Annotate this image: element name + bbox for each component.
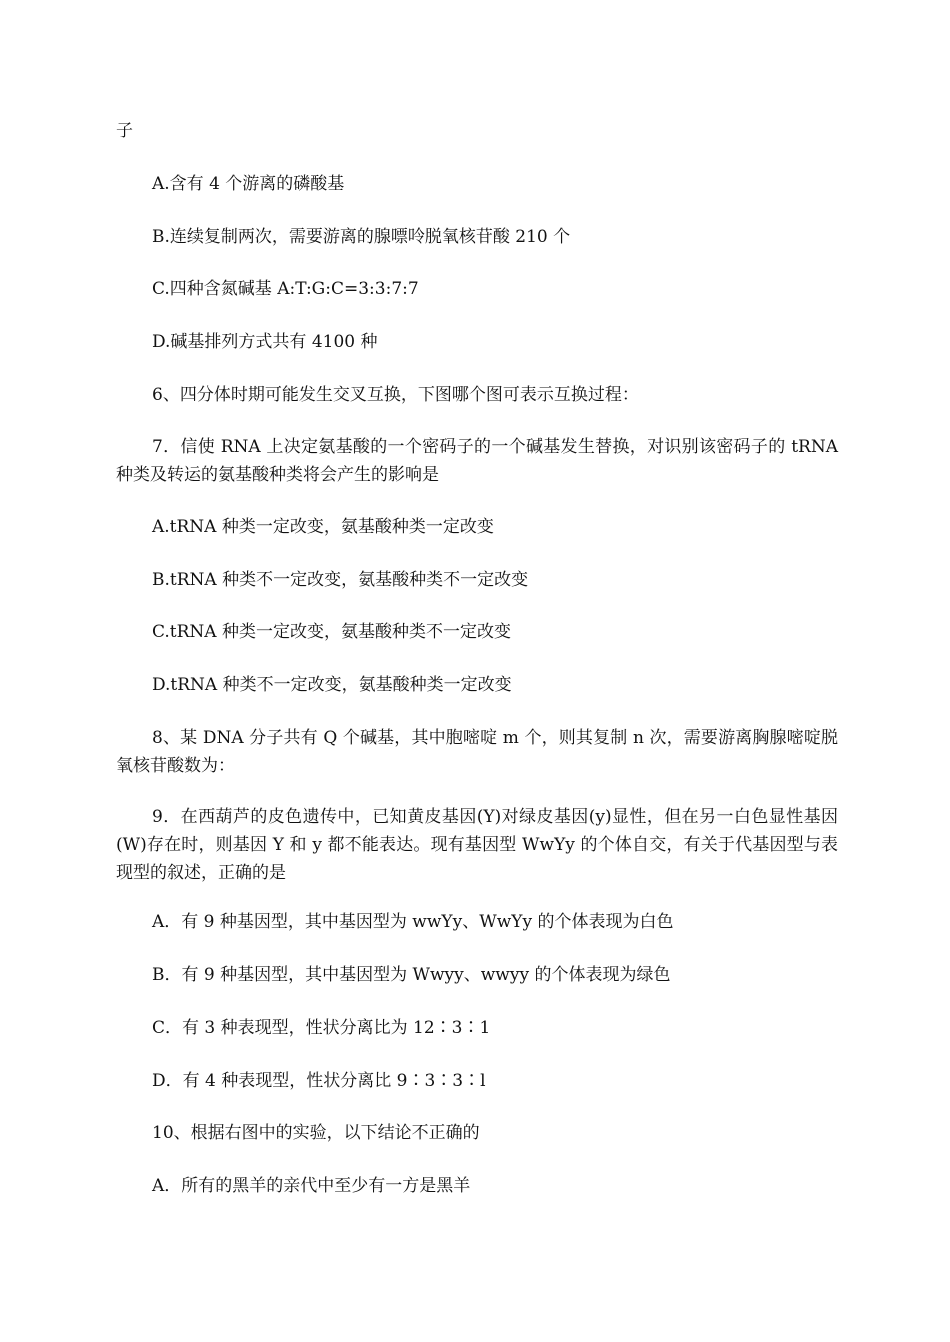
question-8: 8、某 DNA 分子共有 Q 个碱基，其中胞嘧啶 m 个，则其复制 n 次，需要游离胸腺嘧啶脱氧核苷酸数为： — [116, 728, 838, 776]
q9-option-a: A．有 9 种基因型，其中基因型为 wwYy、WwYy 的个体表现为白色 — [152, 912, 674, 932]
q5-option-d: D.碱基排列方式共有 4100 种 — [152, 332, 378, 352]
q7-option-b: B.tRNA 种类不一定改变，氨基酸种类不一定改变 — [152, 570, 529, 590]
q5-option-c: C.四种含氮碱基 A:T:G:C=3:3:7:7 — [152, 279, 419, 299]
question-10: 10、根据右图中的实验，以下结论不正确的 — [152, 1123, 480, 1143]
q9-option-d: D．有 4 种表现型，性状分离比 9∶3∶3∶l — [152, 1071, 486, 1091]
q5-option-b: B.连续复制两次，需要游离的腺嘌呤脱氧核苷酸 210 个 — [152, 227, 571, 247]
question-9: 9．在西葫芦的皮色遗传中，已知黄皮基因(Y)对绿皮基因(y)显性，但在另一白色显性基因(W)存在时，则基因 Y 和 y 都不能表达。现有基因型 WwYy 的个体自交，有关于代基因型与表现型的叙述，正确的是 — [116, 807, 838, 883]
q5-option-a: A.含有 4 个游离的磷酸基 — [152, 174, 345, 194]
q7-option-c: C.tRNA 种类一定改变，氨基酸种类不一定改变 — [152, 622, 511, 642]
q7-option-d: D.tRNA 种类不一定改变，氨基酸种类一定改变 — [152, 675, 512, 695]
q9-option-c: C．有 3 种表现型，性状分离比为 12∶3∶1 — [152, 1018, 491, 1038]
q9-option-b: B．有 9 种基因型，其中基因型为 Wwyy、wwyy 的个体表现为绿色 — [152, 965, 671, 985]
question-6: 6、四分体时期可能发生交叉互换，下图哪个图可表示互换过程： — [152, 385, 639, 405]
q7-option-a: A.tRNA 种类一定改变，氨基酸种类一定改变 — [152, 517, 494, 537]
q10-option-a: A．所有的黑羊的亲代中至少有一方是黑羊 — [152, 1176, 471, 1196]
text-line-fragment: 子 — [116, 121, 133, 141]
question-7: 7．信使 RNA 上决定氨基酸的一个密码子的一个碱基发生替换，对识别该密码子的 tRNA 种类及转运的氨基酸种类将会产生的影响是 — [116, 437, 838, 485]
